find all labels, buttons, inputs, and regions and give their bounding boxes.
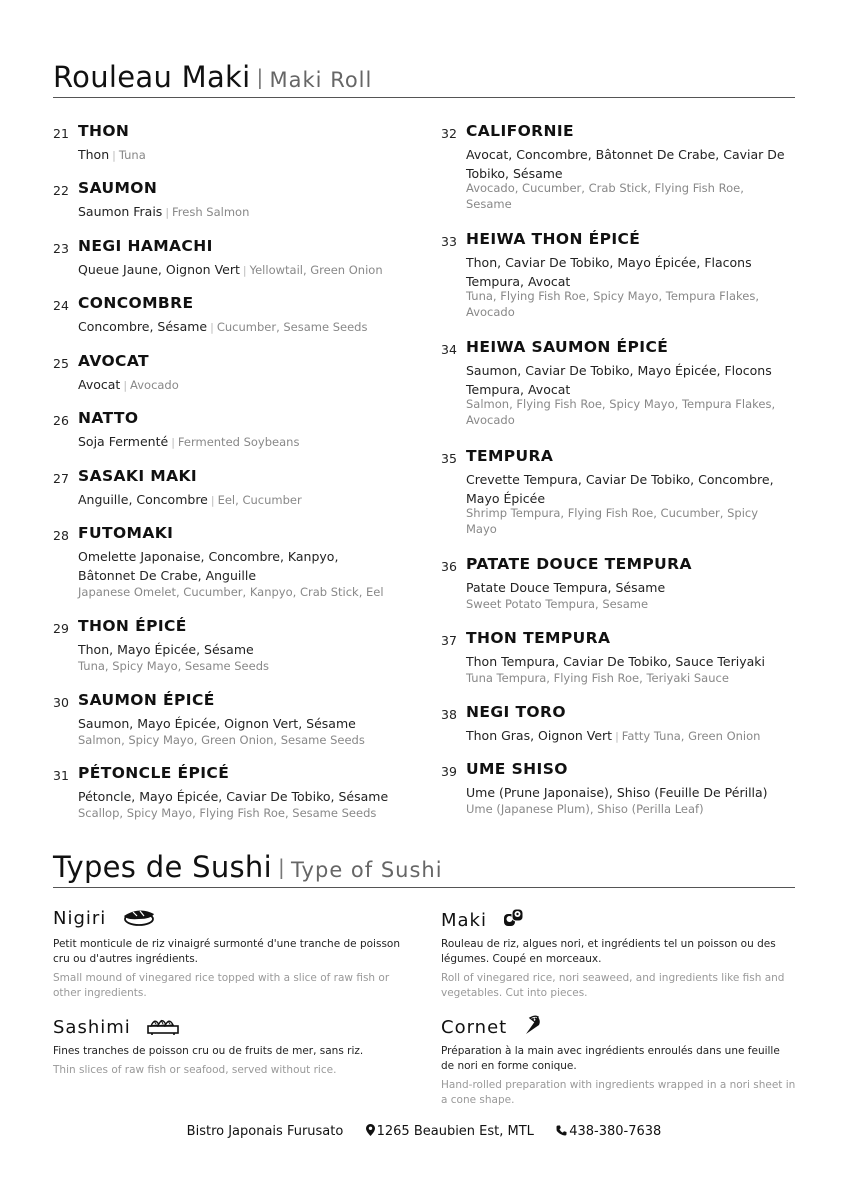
- item-name: CALIFORNIE: [466, 122, 575, 140]
- item-name: PATATE DOUCE TEMPURA: [466, 555, 692, 573]
- item-description-fr: Crevette Tempura, Caviar De Tobiko, Concombre, Mayo Épicée: [466, 472, 774, 506]
- item-en: Cucumber, Sesame Seeds: [216, 320, 368, 334]
- item-description-en: Shrimp Tempura, Flying Fish Roe, Cucumber, Spicy Mayo: [466, 506, 759, 536]
- sashimi-icon: [146, 1014, 180, 1036]
- item-number: 39: [441, 764, 457, 779]
- item-name: THON TEMPURA: [466, 629, 611, 647]
- item-number: 29: [53, 621, 69, 636]
- type-cornet: [441, 1014, 796, 1108]
- item-number: 25: [53, 356, 69, 371]
- types-section-header: [53, 850, 795, 888]
- item-description-fr: Saumon, Caviar De Tobiko, Mayo Épicée, Flocons Tempura, Avocat: [466, 363, 772, 397]
- separator: |: [277, 855, 285, 879]
- item-en: Tuna: [118, 148, 146, 162]
- footer-address: [366, 1124, 534, 1139]
- item-name: FUTOMAKI: [78, 524, 174, 542]
- separator: |: [256, 65, 264, 89]
- item-number: 26: [53, 413, 69, 428]
- type-name: Sashimi: [53, 1017, 131, 1038]
- type-nigiri: [53, 907, 408, 1001]
- item-number: 23: [53, 241, 69, 256]
- item-description: Avocat | Avocado: [78, 377, 179, 392]
- item-description: Saumon Frais | Fresh Salmon: [78, 204, 250, 219]
- item-number: 24: [53, 298, 69, 313]
- type-description-en: Hand-rolled preparation with ingredients wrapped in a nori sheet in a cone shape.: [441, 1079, 796, 1106]
- item-name: NEGI TORO: [466, 703, 566, 721]
- item-name: AVOCAT: [78, 352, 149, 370]
- phone-icon: [556, 1125, 567, 1136]
- type-description-en: Thin slices of raw fish or seafood, served without rice.: [53, 1064, 337, 1076]
- item-description-fr: Thon, Caviar De Tobiko, Mayo Épicée, Flacons Tempura, Avocat: [466, 255, 752, 289]
- maki-section-title-row: [53, 60, 372, 94]
- item-description: Concombre, Sésame | Cucumber, Sesame Seeds: [78, 319, 368, 334]
- footer: [0, 1124, 848, 1139]
- maki-left-column: [53, 122, 423, 822]
- item-number: 30: [53, 695, 69, 710]
- item-fr: Concombre, Sésame: [78, 319, 208, 334]
- item-description-fr: Thon Tempura, Caviar De Tobiko, Sauce Teriyaki: [466, 654, 765, 669]
- item-description-fr: Thon, Mayo Épicée, Sésame: [78, 642, 254, 657]
- type-description-fr: Petit monticule de riz vinaigré surmonté d'une tranche de poisson cru ou d'autres ingrédients.: [53, 938, 400, 965]
- maki-section-title: Rouleau Maki: [53, 60, 251, 94]
- item-name: SAUMON ÉPICÉ: [78, 691, 215, 709]
- item-en: Fatty Tuna, Green Onion: [621, 729, 761, 743]
- item-number: 32: [441, 126, 457, 141]
- type-name-row: [441, 1014, 796, 1040]
- item-name: PÉTONCLE ÉPICÉ: [78, 764, 230, 782]
- item-en: Yellowtail, Green Onion: [249, 263, 383, 277]
- item-description-fr: Pétoncle, Mayo Épicée, Caviar De Tobiko, Sésame: [78, 789, 389, 804]
- item-number: 35: [441, 451, 457, 466]
- item-en: Fermented Soybeans: [177, 435, 300, 449]
- item-description-en: Scallop, Spicy Mayo, Flying Fish Roe, Sesame Seeds: [78, 806, 377, 820]
- item-number: 21: [53, 126, 69, 141]
- item-name: NATTO: [78, 409, 139, 427]
- maki-section-header: [53, 60, 795, 98]
- cornet-icon: [522, 1014, 542, 1036]
- item-description: Anguille, Concombre | Eel, Cucumber: [78, 492, 302, 507]
- item-name: SAUMON: [78, 179, 158, 197]
- item-fr: Anguille, Concombre: [78, 492, 208, 507]
- maki-icon: [502, 907, 526, 929]
- item-description-fr: Patate Douce Tempura, Sésame: [466, 580, 666, 595]
- item-name: UME SHISO: [466, 760, 568, 778]
- type-name-row: [53, 1014, 408, 1040]
- address-text: 1265 Beaubien Est, MTL: [376, 1124, 534, 1139]
- item-number: 33: [441, 234, 457, 249]
- item-fr: Soja Fermenté: [78, 434, 169, 449]
- types-section-title-row: [53, 850, 443, 884]
- item-description-en: Ume (Japanese Plum), Shiso (Perilla Leaf): [466, 802, 704, 816]
- item-name: HEIWA THON ÉPICÉ: [466, 230, 641, 248]
- item-description-en: Salmon, Spicy Mayo, Green Onion, Sesame Seeds: [78, 733, 365, 747]
- item-fr: Avocat: [78, 377, 121, 392]
- item-en: Fresh Salmon: [172, 205, 250, 219]
- item-number: 22: [53, 183, 69, 198]
- type-sashimi: [53, 1014, 408, 1078]
- item-en: Avocado: [130, 378, 179, 392]
- item-name: TEMPURA: [466, 447, 554, 465]
- item-description-fr: Avocat, Concombre, Bâtonnet De Crabe, Caviar De Tobiko, Sésame: [466, 147, 785, 181]
- item-description-fr: Saumon, Mayo Épicée, Oignon Vert, Sésame: [78, 716, 356, 731]
- item-number: 28: [53, 528, 69, 543]
- nigiri-icon: [121, 907, 157, 927]
- item-fr: Thon Gras, Oignon Vert: [466, 728, 613, 743]
- type-name-row: [53, 907, 408, 933]
- item-description-en: Avocado, Cucumber, Crab Stick, Flying Fish Roe, Sesame: [466, 181, 744, 211]
- type-name: Cornet: [441, 1017, 508, 1038]
- item-name: SASAKI MAKI: [78, 467, 198, 485]
- item-name: THON ÉPICÉ: [78, 617, 187, 635]
- item-name: THON: [78, 122, 130, 140]
- type-maki: [441, 907, 796, 1001]
- item-number: 38: [441, 707, 457, 722]
- item-description-en: Sweet Potato Tempura, Sesame: [466, 597, 649, 611]
- item-description: Thon Gras, Oignon Vert | Fatty Tuna, Green Onion: [466, 728, 761, 743]
- item-description: Thon | Tuna: [78, 147, 146, 162]
- item-description-fr: Omelette Japonaise, Concombre, Kanpyo, Bâtonnet De Crabe, Anguille: [78, 549, 339, 583]
- item-description-en: Tuna, Spicy Mayo, Sesame Seeds: [78, 659, 270, 673]
- item-name: CONCOMBRE: [78, 294, 194, 312]
- item-description-en: Tuna Tempura, Flying Fish Roe, Teriyaki Sauce: [466, 671, 729, 685]
- item-en: Eel, Cucumber: [217, 493, 302, 507]
- type-description-en: Roll of vinegared rice, nori seaweed, and ingredients like fish and vegetables. Cut into pieces.: [441, 972, 785, 999]
- item-description: Soja Fermenté | Fermented Soybeans: [78, 434, 300, 449]
- item-description-en: Tuna, Flying Fish Roe, Spicy Mayo, Tempura Flakes, Avocado: [466, 289, 759, 319]
- type-description-fr: Fines tranches de poisson cru ou de fruits de mer, sans riz.: [53, 1045, 364, 1057]
- type-name-row: [441, 907, 796, 933]
- item-name: NEGI HAMACHI: [78, 237, 213, 255]
- item-fr: Queue Jaune, Oignon Vert: [78, 262, 240, 277]
- item-fr: Saumon Frais: [78, 204, 163, 219]
- type-name: Nigiri: [53, 908, 107, 929]
- type-name: Maki: [441, 910, 487, 931]
- maki-section-subtitle: Maki Roll: [269, 68, 373, 92]
- maki-right-column: [441, 122, 811, 822]
- item-description: Queue Jaune, Oignon Vert | Yellowtail, Green Onion: [78, 262, 383, 277]
- types-section-title: Types de Sushi: [53, 850, 272, 884]
- restaurant-name: Bistro Japonais Furusato: [186, 1124, 344, 1139]
- item-number: 36: [441, 559, 457, 574]
- types-section-subtitle: Type of Sushi: [291, 858, 443, 882]
- type-description-fr: Préparation à la main avec ingrédients enroulés dans une feuille de nori en forme conique.: [441, 1045, 780, 1072]
- item-number: 31: [53, 768, 69, 783]
- type-description-en: Small mound of vinegared rice topped with a slice of raw fish or other ingredients.: [53, 972, 390, 999]
- item-name: HEIWA SAUMON ÉPICÉ: [466, 338, 669, 356]
- phone-text: 438-380-7638: [569, 1124, 662, 1139]
- footer-phone: [556, 1124, 661, 1139]
- item-fr: Thon: [78, 147, 110, 162]
- item-description-en: Japanese Omelet, Cucumber, Kanpyo, Crab Stick, Eel: [78, 585, 384, 599]
- item-number: 27: [53, 471, 69, 486]
- item-number: 34: [441, 342, 457, 357]
- item-description-fr: Ume (Prune Japonaise), Shiso (Feuille De Périlla): [466, 785, 768, 800]
- location-pin-icon: [366, 1124, 375, 1136]
- item-number: 37: [441, 633, 457, 648]
- item-description-en: Salmon, Flying Fish Roe, Spicy Mayo, Tempura Flakes, Avocado: [466, 397, 776, 427]
- type-description-fr: Rouleau de riz, algues nori, et ingrédients tel un poisson ou des légumes. Coupé en morceaux.: [441, 938, 776, 965]
